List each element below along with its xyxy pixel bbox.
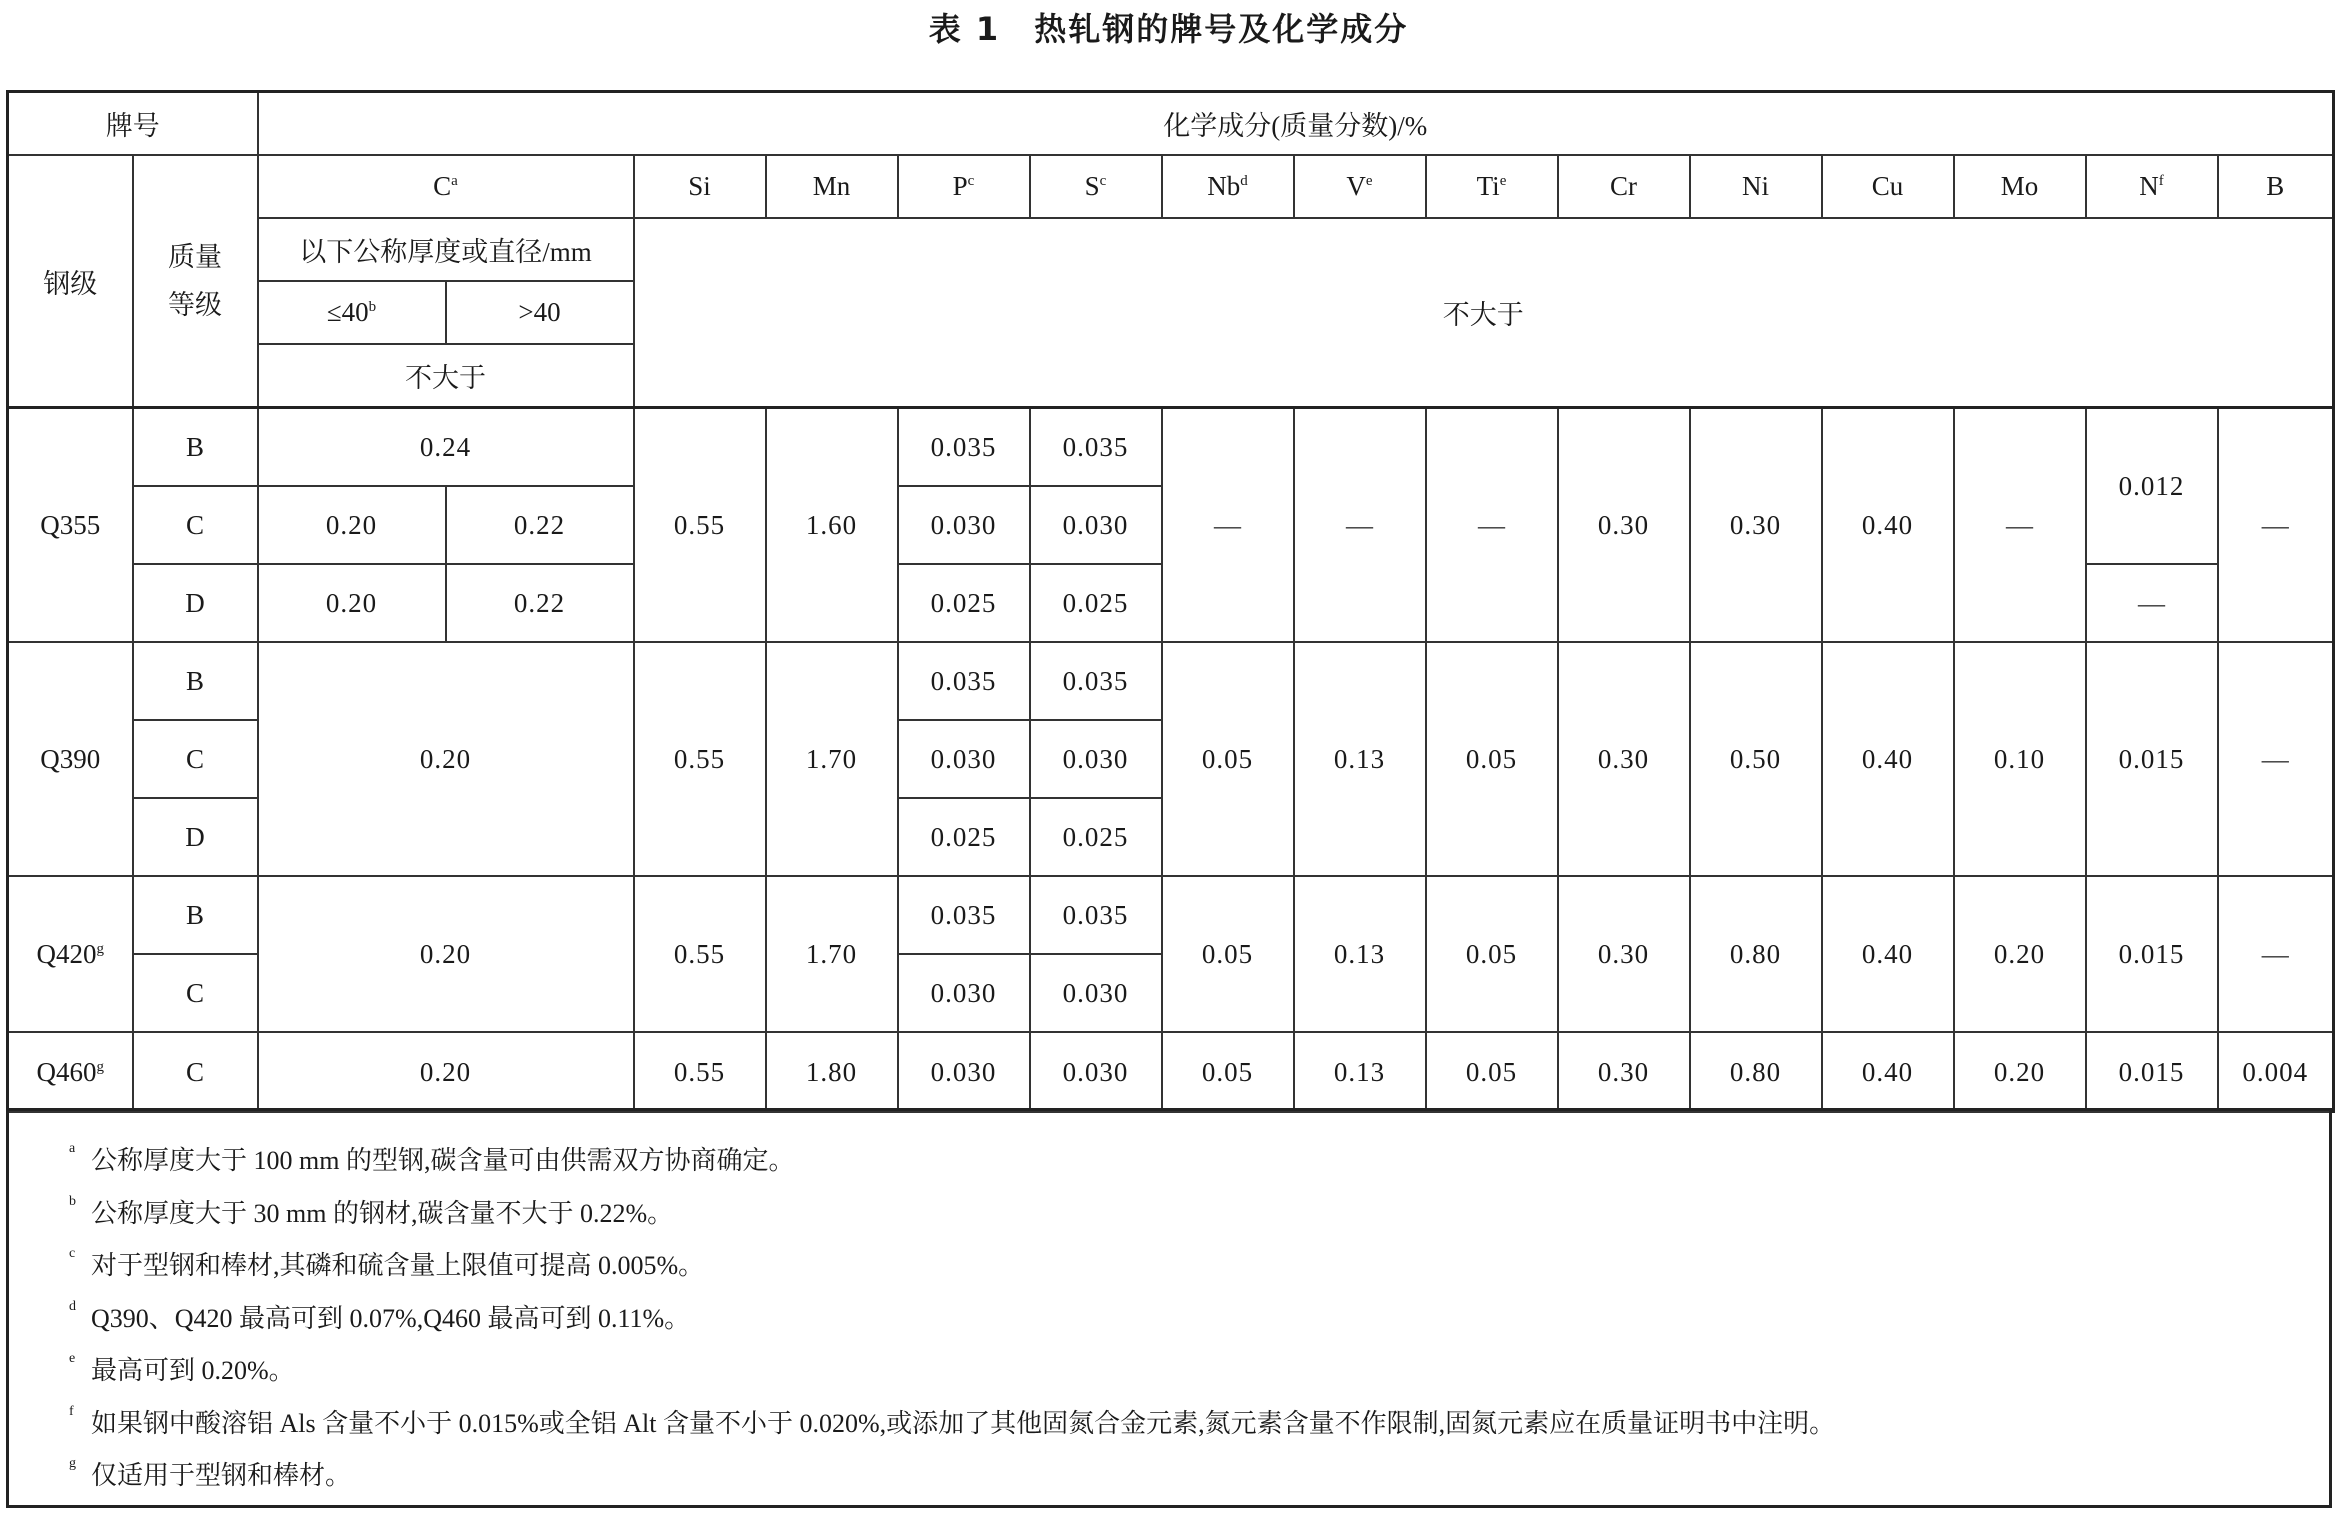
b-symbol: B xyxy=(2266,171,2285,201)
n-symbol: N xyxy=(2139,171,2159,201)
b-q420: — xyxy=(2218,876,2334,1032)
footnote-d-text: Q390、Q420 最高可到 0.07%,Q460 最高可到 0.11%。 xyxy=(91,1303,691,1333)
si-q355: 0.55 xyxy=(634,408,766,643)
n-q355-d: — xyxy=(2086,564,2218,642)
header-not-more-than-left: 不大于 xyxy=(258,344,634,408)
c-q355-b: 0.24 xyxy=(258,408,634,487)
level-q390-d: D xyxy=(133,798,258,876)
mn-q355: 1.60 xyxy=(766,408,898,643)
footnote-g-mark: g xyxy=(69,1456,76,1471)
s-q390-c: 0.030 xyxy=(1030,720,1162,798)
p-q355-c: 0.030 xyxy=(898,486,1030,564)
footnote-b-text: 公称厚度大于 30 mm 的钢材,碳含量不大于 0.22%。 xyxy=(91,1198,674,1228)
c-q355-d-le40: 0.20 xyxy=(258,564,446,642)
header-v xyxy=(1294,155,1426,218)
mo-q460: 0.20 xyxy=(1954,1032,2086,1112)
le40-footnote-mark: b xyxy=(368,299,377,315)
p-q390-d: 0.025 xyxy=(898,798,1030,876)
mo-q390: 0.10 xyxy=(1954,642,2086,876)
c-q390: 0.20 xyxy=(258,642,634,876)
level-q420-c: C xyxy=(133,954,258,1032)
level-q390-c: C xyxy=(133,720,258,798)
ni-q390: 0.50 xyxy=(1690,642,1822,876)
mn-q460: 1.80 xyxy=(766,1032,898,1112)
carbon-footnote-mark: a xyxy=(451,173,458,189)
v-q355: — xyxy=(1294,408,1426,643)
cu-q355: 0.40 xyxy=(1822,408,1954,643)
s-q390-b: 0.035 xyxy=(1030,642,1162,720)
header-ni xyxy=(1690,155,1822,218)
footnote-g xyxy=(69,1450,2329,1503)
header-mn xyxy=(766,155,898,218)
level-q355-b: B xyxy=(133,408,258,487)
c-q355-c-gt40: 0.22 xyxy=(446,486,634,564)
footnote-a-mark: a xyxy=(69,1141,76,1156)
header-si xyxy=(634,155,766,218)
footnote-g-text: 仅适用于型钢和棒材。 xyxy=(91,1461,352,1490)
footnote-e-mark: e xyxy=(69,1351,76,1366)
level-q420-b: B xyxy=(133,876,258,954)
p-q390-b: 0.035 xyxy=(898,642,1030,720)
header-cu xyxy=(1822,155,1954,218)
p-q355-d: 0.025 xyxy=(898,564,1030,642)
header-mo xyxy=(1954,155,2086,218)
ti-q390: 0.05 xyxy=(1426,642,1558,876)
cu-symbol: Cu xyxy=(1871,171,1904,201)
header-brand: 牌号 xyxy=(8,92,258,156)
ti-q420: 0.05 xyxy=(1426,876,1558,1032)
v-symbol: V xyxy=(1346,171,1366,201)
footnote-f xyxy=(69,1398,2329,1451)
nb-q355: — xyxy=(1162,408,1294,643)
n-q460: 0.015 xyxy=(2086,1032,2218,1112)
table-row-q390-b xyxy=(8,642,2334,720)
chemical-composition-table xyxy=(6,90,2335,1113)
table-row-q460-c xyxy=(8,1032,2334,1112)
header-row-1 xyxy=(8,92,2334,156)
footnote-d-mark: d xyxy=(69,1298,76,1314)
mn-q390: 1.70 xyxy=(766,642,898,876)
cr-q390: 0.30 xyxy=(1558,642,1690,876)
footnote-e xyxy=(69,1345,2329,1398)
header-s xyxy=(1030,155,1162,218)
ni-q420: 0.80 xyxy=(1690,876,1822,1032)
level-q355-d: D xyxy=(133,564,258,642)
c-q355-c-le40: 0.20 xyxy=(258,486,446,564)
level-q460-c: C xyxy=(133,1032,258,1112)
level-q390-b: B xyxy=(133,642,258,720)
s-q420-b: 0.035 xyxy=(1030,876,1162,954)
header-n xyxy=(2086,155,2218,218)
s-q420-c: 0.030 xyxy=(1030,954,1162,1032)
grade-q460-label: Q460 xyxy=(36,1056,97,1087)
p-q390-c: 0.030 xyxy=(898,720,1030,798)
s-q355-b: 0.035 xyxy=(1030,408,1162,487)
ni-q460: 0.80 xyxy=(1690,1032,1822,1112)
header-le40 xyxy=(258,281,446,344)
ti-q460: 0.05 xyxy=(1426,1032,1558,1112)
b-q390: — xyxy=(2218,642,2334,876)
p-symbol: P xyxy=(952,171,968,201)
v-q420: 0.13 xyxy=(1294,876,1426,1032)
mo-q355: — xyxy=(1954,408,2086,643)
header-p xyxy=(898,155,1030,218)
mn-symbol: Mn xyxy=(812,171,851,201)
grade-q355: Q355 xyxy=(8,408,133,643)
header-row-2 xyxy=(8,155,2334,218)
cr-q355: 0.30 xyxy=(1558,408,1690,643)
footnote-f-mark: f xyxy=(69,1403,74,1419)
ni-symbol: Ni xyxy=(1742,171,1769,201)
carbon-symbol: C xyxy=(433,171,452,201)
nb-footnote-mark: d xyxy=(1240,173,1248,189)
ti-q355: — xyxy=(1426,408,1558,643)
grade-q460-footnote-mark: g xyxy=(96,1058,104,1075)
footnote-b xyxy=(69,1188,2329,1241)
nb-symbol: Nb xyxy=(1207,171,1241,201)
header-ti xyxy=(1426,155,1558,218)
c-q420: 0.20 xyxy=(258,876,634,1032)
n-q355-bc: 0.012 xyxy=(2086,408,2218,565)
mo-symbol: Mo xyxy=(2000,171,2039,201)
n-footnote-mark: f xyxy=(2158,173,2164,189)
n-q390: 0.015 xyxy=(2086,642,2218,876)
header-cr xyxy=(1558,155,1690,218)
footnote-f-text: 如果钢中酸溶铝 Als 含量不小于 0.015%或全铝 Alt 含量不小于 0.020%,或添加了其他固氮合金元素,氮元素含量不作限制,固氮元素应在质量证明书中注明。 xyxy=(91,1408,1836,1438)
header-chemistry: 化学成分(质量分数)/% xyxy=(258,92,2334,156)
s-q390-d: 0.025 xyxy=(1030,798,1162,876)
s-symbol: S xyxy=(1084,171,1100,201)
v-footnote-mark: e xyxy=(1365,173,1373,189)
p-q420-b: 0.035 xyxy=(898,876,1030,954)
footnote-c-mark: c xyxy=(69,1246,76,1261)
footnote-c-text: 对于型钢和棒材,其磷和硫含量上限值可提高 0.005%。 xyxy=(91,1251,705,1280)
grade-q420-label: Q420 xyxy=(36,938,97,969)
n-q420: 0.015 xyxy=(2086,876,2218,1032)
nb-q420: 0.05 xyxy=(1162,876,1294,1032)
s-footnote-mark: c xyxy=(1099,173,1107,189)
le40-label: ≤40 xyxy=(326,297,369,327)
grade-q420-footnote-mark: g xyxy=(96,940,104,957)
ti-footnote-mark: e xyxy=(1499,173,1507,189)
header-not-more-than-right: 不大于 xyxy=(634,218,2334,408)
si-q390: 0.55 xyxy=(634,642,766,876)
cr-symbol: Cr xyxy=(1610,171,1637,201)
nb-q390: 0.05 xyxy=(1162,642,1294,876)
footnote-a-text: 公称厚度大于 100 mm 的型钢,碳含量可由供需双方协商确定。 xyxy=(91,1146,795,1175)
mn-q420: 1.70 xyxy=(766,876,898,1032)
c-q460: 0.20 xyxy=(258,1032,634,1112)
header-thickness: 以下公称厚度或直径/mm xyxy=(258,218,634,281)
header-quality-grade-text: 质量等级 xyxy=(168,242,222,320)
header-row-3 xyxy=(8,218,2334,281)
s-q355-c: 0.030 xyxy=(1030,486,1162,564)
cu-q460: 0.40 xyxy=(1822,1032,1954,1112)
si-symbol: Si xyxy=(688,171,711,201)
grade-q460 xyxy=(8,1032,133,1112)
table-row-q420-b xyxy=(8,876,2334,954)
footnote-e-text: 最高可到 0.20%。 xyxy=(91,1356,295,1385)
si-q420: 0.55 xyxy=(634,876,766,1032)
level-q355-c: C xyxy=(133,486,258,564)
p-q460: 0.030 xyxy=(898,1032,1030,1112)
header-gt40: >40 xyxy=(446,281,634,344)
table-row-q355-b xyxy=(8,408,2334,487)
cu-q420: 0.40 xyxy=(1822,876,1954,1032)
s-q460: 0.030 xyxy=(1030,1032,1162,1112)
cr-q420: 0.30 xyxy=(1558,876,1690,1032)
ni-q355: 0.30 xyxy=(1690,408,1822,643)
cu-q390: 0.40 xyxy=(1822,642,1954,876)
header-quality-grade xyxy=(133,155,258,408)
v-q460: 0.13 xyxy=(1294,1032,1426,1112)
footnote-c xyxy=(69,1240,2329,1293)
v-q390: 0.13 xyxy=(1294,642,1426,876)
grade-q420 xyxy=(8,876,133,1032)
p-q420-c: 0.030 xyxy=(898,954,1030,1032)
grade-q390: Q390 xyxy=(8,642,133,876)
p-footnote-mark: c xyxy=(967,173,975,189)
cr-q460: 0.30 xyxy=(1558,1032,1690,1112)
footnote-d xyxy=(69,1293,2329,1346)
si-q460: 0.55 xyxy=(634,1032,766,1112)
header-nb xyxy=(1162,155,1294,218)
b-q355: — xyxy=(2218,408,2334,643)
footnote-a xyxy=(69,1135,2329,1188)
footnotes xyxy=(6,1108,2332,1508)
p-q355-b: 0.035 xyxy=(898,408,1030,487)
ti-symbol: Ti xyxy=(1476,171,1500,201)
table-title: 表 1 热轧钢的牌号及化学成分 xyxy=(928,10,1409,48)
header-steel-grade: 钢级 xyxy=(8,155,133,408)
b-q460: 0.004 xyxy=(2218,1032,2334,1112)
footnote-b-mark: b xyxy=(69,1193,76,1209)
header-b xyxy=(2218,155,2334,218)
c-q355-d-gt40: 0.22 xyxy=(446,564,634,642)
mo-q420: 0.20 xyxy=(1954,876,2086,1032)
nb-q460: 0.05 xyxy=(1162,1032,1294,1112)
s-q355-d: 0.025 xyxy=(1030,564,1162,642)
header-carbon xyxy=(258,155,634,218)
